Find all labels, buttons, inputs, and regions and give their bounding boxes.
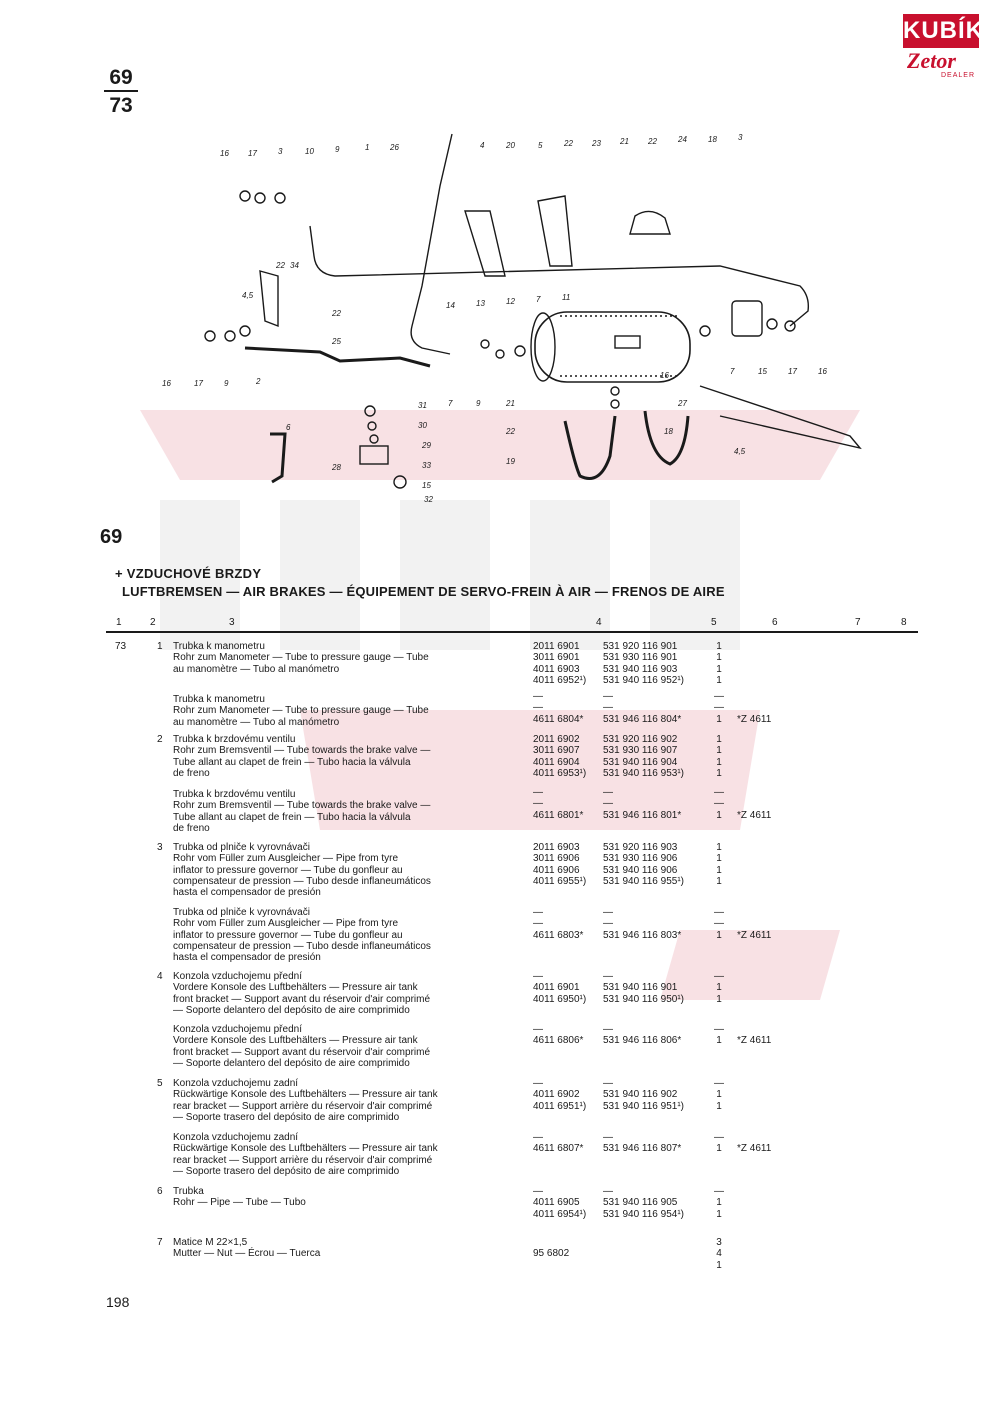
svg-text:31: 31 [418,401,427,410]
part-code-b-line: 531 946 116 803* [603,929,682,941]
part-code-a-line: 3011 6907 [533,745,580,757]
svg-text:33: 33 [422,461,431,470]
part-code-b-line: 531 930 116 906 [603,853,678,865]
part-code-a [533,971,593,1005]
part-code-a-line: 4011 6954¹) [533,1208,587,1220]
part-code-b-line: 531 946 116 801* [603,809,682,821]
part-code-b-line: 531 946 116 806* [603,1035,682,1047]
svg-text:9: 9 [476,399,481,408]
part-code-a-line: 2011 6903 [533,842,580,853]
part-code-b [603,971,703,1005]
part-quantity-line: — [714,798,724,810]
part-quantity [712,1024,726,1047]
svg-text:6: 6 [286,423,291,432]
part-description [173,842,523,898]
part-quantity-line: 1 [716,853,722,865]
header-rule [106,631,918,633]
part-description-line: Tube allant au clapet de frein — Tubo hacia la válvula [173,811,411,823]
svg-text:3: 3 [278,147,283,156]
svg-text:16: 16 [660,371,669,380]
part-quantity-line: — [714,1078,724,1089]
part-description-line: Rückwärtige Konsole des Luftbehälters — Pressure air tank [173,1089,438,1101]
svg-text:2: 2 [256,377,261,386]
svg-text:22: 22 [332,309,341,318]
part-code-b-line: 531 940 116 954¹) [603,1208,684,1220]
svg-text:22: 22 [506,427,515,436]
part-description [173,1024,523,1069]
part-quantity-line: 1 [716,734,722,745]
part-code-a [533,1024,593,1047]
part-code-a-line: 3011 6901 [533,652,580,664]
svg-text:22: 22 [564,139,573,148]
part-code-a-line: 4611 6804* [533,713,584,725]
svg-text:20: 20 [506,141,515,150]
part-code-b-line: — [603,918,613,930]
svg-text:23: 23 [592,139,601,148]
part-quantity [712,1237,726,1271]
part-code-b [603,787,703,821]
part-code-a [533,1237,593,1260]
svg-text:9: 9 [335,145,340,154]
part-code-b-line: — [603,1024,613,1035]
part-quantity-line: 1 [716,1208,722,1220]
part-quantity-line: 1 [716,982,722,994]
svg-text:12: 12 [506,297,515,306]
col-header-4: 4 [596,617,602,628]
part-code-b-line: 531 940 116 951¹) [603,1100,684,1112]
part-description-line: Konzola vzduchojemu zadní [173,1078,299,1089]
part-quantity-line: 1 [716,1197,722,1209]
part-number: 6 [157,1186,163,1197]
part-code-b [603,1186,703,1220]
svg-text:9: 9 [224,379,229,388]
svg-text:34: 34 [290,261,299,270]
part-code-b-line: 531 930 116 901 [603,652,678,664]
part-code-a [533,641,593,686]
part-description-line: compensateur de pression — Tubo desde inflaneumáticos [173,875,431,887]
logo-zetor-text: Zetor [907,48,956,73]
part-code-b-line: 531 940 116 906 [603,864,678,876]
part-quantity [712,787,726,821]
part-quantity-line: — [714,918,724,930]
svg-text:15: 15 [758,367,767,376]
part-code-a [533,734,593,779]
part-code-b-line: — [603,798,613,810]
part-description-line: — Soporte trasero del depósito de aire comprimido [173,1165,400,1177]
part-code-a-line: — [533,1024,543,1035]
part-description-line: front bracket — Support avant du réservoir d'air comprimé [173,1046,431,1058]
part-code-a-line: 3011 6906 [533,853,580,865]
part-description-line: Rohr vom Füller zum Ausgleicher — Pipe from tyre [173,853,399,865]
part-code-b-line: — [603,702,613,714]
part-quantity [712,691,726,725]
part-number: 7 [157,1237,163,1248]
svg-text:22: 22 [276,261,285,270]
part-code-b-line: — [603,1078,613,1089]
svg-text:14: 14 [446,301,455,310]
part-quantity-line: — [714,787,724,798]
part-code-a [533,691,593,725]
svg-text:15: 15 [422,481,431,490]
svg-text:7: 7 [536,295,541,304]
part-description-line: Trubka k manometru [173,641,265,652]
part-code-b [603,842,703,887]
part-quantity-line: 3 [716,1237,722,1248]
part-description-line: Vordere Konsole des Luftbehälters — Pressure air tank [173,982,418,994]
part-description-line: Trubka k manometru [173,694,265,705]
part-description-line: Rohr zum Bremsventil — Tube towards the brake valve — [173,800,431,812]
part-number: 4 [157,971,163,982]
svg-text:16: 16 [818,367,827,376]
part-code-a-line: — [533,691,543,702]
col-header-6: 6 [772,617,778,628]
part-code-b-line [603,1237,703,1248]
part-code-b-line: — [603,787,613,798]
part-description-line: Rohr vom Füller zum Ausgleicher — Pipe from tyre [173,918,399,930]
part-code-a [533,1186,593,1220]
part-quantity-line: 1 [716,713,722,725]
svg-text:4,5: 4,5 [242,291,254,300]
part-description-line: Trubka od plniče k vyrovnávači [173,907,310,918]
part-code-b-line: — [603,907,613,918]
part-quantity-line: 1 [716,1100,722,1112]
part-description-line: Rohr zum Manometer — Tube to pressure gauge — Tube [173,705,429,717]
part-note: *Z 4611 [737,713,772,725]
part-quantity [712,907,726,941]
section-title-czech: + VZDUCHOVÉ BRZDY [115,566,262,581]
part-code-b-line: 531 940 116 950¹) [603,993,684,1005]
part-number: 1 [157,641,163,652]
part-note: *Z 4611 [737,1035,772,1047]
part-description-line: — Soporte delantero del depósito de aire comprimido [173,1004,410,1016]
svg-text:17: 17 [788,367,797,376]
part-description-line: Rohr — Pipe — Tube — Tubo [173,1197,306,1209]
figure-number: 69 [100,526,123,548]
part-code-a-line: — [533,1186,543,1197]
part-code-a-line: 4011 6950¹) [533,993,587,1005]
part-description-line: de freno [173,822,210,834]
part-number: 2 [157,734,163,745]
col-header-8: 8 [901,617,907,628]
part-description-line: Rückwärtige Konsole des Luftbehälters — Pressure air tank [173,1143,438,1155]
svg-text:21: 21 [506,399,515,408]
part-quantity-line: 1 [716,1035,722,1047]
part-description-line: front bracket — Support avant du réservoir d'air comprimé [173,993,431,1005]
svg-text:7: 7 [448,399,453,408]
part-quantity [712,1132,726,1155]
part-number: 3 [157,842,163,853]
part-quantity-line: — [714,1132,724,1143]
part-code-a-line: — [533,1132,543,1143]
part-code-a-line: — [533,907,543,918]
part-quantity-line: 1 [716,767,722,779]
part-description-line: Trubka [173,1186,204,1197]
svg-text:22: 22 [648,137,657,146]
part-code-b-line: — [603,971,613,982]
part-description-line: compensateur de pression — Tubo desde inflaneumáticos [173,940,431,952]
part-description-line: — Soporte trasero del depósito de aire comprimido [173,1111,400,1123]
logo-dealer-text: DEALER [941,72,976,79]
part-code-a-line: 4011 6902 [533,1089,580,1101]
part-description [173,734,523,779]
part-code-b-line: 531 940 116 902 [603,1089,678,1101]
part-code-b [603,1078,703,1112]
part-code-b [603,1024,703,1047]
part-code-b-line: — [603,691,613,702]
part-code-a-line: 4011 6905 [533,1197,580,1209]
part-description [173,789,523,834]
part-quantity-line: 1 [716,993,722,1005]
part-description-line: Matice M 22×1,5 [173,1237,248,1248]
part-code-b-line: 531 940 116 904 [603,756,678,768]
part-description-line: au manomètre — Tubo al manómetro [173,663,340,675]
part-code-a-line: 95 6802 [533,1248,570,1260]
part-code-a [533,1078,593,1112]
part-code-a-line: 4611 6803* [533,929,584,941]
part-quantity-line: 1 [716,1143,722,1155]
svg-text:32: 32 [424,495,433,504]
svg-text:11: 11 [562,293,571,302]
part-quantity-line: — [714,1024,724,1035]
svg-text:10: 10 [305,147,314,156]
part-description-line: rear bracket — Support arrière du réservoir d'air comprimé [173,1154,433,1166]
part-quantity-line: 1 [716,875,722,887]
part-code-a-line: 4011 6901 [533,982,580,994]
part-quantity-line: 1 [716,756,722,768]
part-quantity-line: 1 [716,663,722,675]
part-description-line: Trubka od plniče k vyrovnávači [173,842,310,853]
svg-text:7: 7 [730,367,735,376]
part-code-a-line: 4611 6806* [533,1035,584,1047]
logo-kubik-text: KUBÍK [903,17,984,44]
svg-text:18: 18 [664,427,673,436]
svg-text:4,5: 4,5 [734,447,746,456]
part-code-a-line [533,1237,593,1248]
part-code-b [603,691,703,725]
part-description [173,641,523,675]
svg-text:24: 24 [678,135,687,144]
svg-text:17: 17 [194,379,203,388]
part-quantity-line: — [714,1186,724,1197]
part-description-line: Konzola vzduchojemu přední [173,971,302,982]
section-title-multilang: LUFTBREMSEN — AIR BRAKES — ÉQUIPEMENT DE SERVO-FREIN À AIR — FRENOS DE AIRE [122,584,725,599]
part-code-a-line: 4011 6906 [533,864,580,876]
part-description-line: inflator to pressure governor — Tube du gonfleur au [173,929,403,941]
part-number: 5 [157,1078,163,1089]
svg-text:19: 19 [506,457,515,466]
part-quantity-line: 1 [716,929,722,941]
part-code-a-line: — [533,1078,543,1089]
svg-text:30: 30 [418,421,427,430]
kubik-zetor-logo [903,14,984,80]
part-description-line: inflator to pressure governor — Tube du gonfleur au [173,864,403,876]
page-ref-top: 69 [109,66,133,89]
svg-text:16: 16 [220,149,229,158]
part-quantity-line: 4 [716,1248,722,1260]
part-code-a-line: 4011 6904 [533,756,580,768]
part-code-b-line: 531 940 116 955¹) [603,875,684,887]
part-description-line: Mutter — Nut — Écrou — Tuerca [173,1248,321,1260]
part-code-b [603,1237,703,1260]
part-code-a-line: — [533,787,543,798]
part-description-line: — Soporte delantero del depósito de aire comprimido [173,1057,410,1069]
part-code-b-line: 531 946 116 807* [603,1143,682,1155]
part-code-a-line: 2011 6901 [533,641,580,652]
part-quantity-line: 1 [716,1089,722,1101]
part-code-b-line: 531 940 116 903 [603,663,678,675]
part-quantity-line: — [714,691,724,702]
part-quantity-line: 1 [716,745,722,757]
page-ref-divider [104,90,138,92]
part-description [173,1078,523,1123]
part-description-line: au manomètre — Tubo al manómetro [173,716,340,728]
part-code-b [603,734,703,779]
part-quantity-line: 1 [716,641,722,652]
part-code-b-line: 531 920 116 901 [603,641,678,652]
svg-text:17: 17 [248,149,257,158]
svg-text:26: 26 [390,143,399,152]
part-code-a [533,1132,593,1155]
part-code-a-line: — [533,702,543,714]
part-code-a-line: 4611 6801* [533,809,584,821]
page-ref-bottom: 73 [109,94,133,117]
part-note: *Z 4611 [737,1143,772,1155]
part-description-line: Konzola vzduchojemu přední [173,1024,302,1035]
part-code-b-line: 531 940 116 905 [603,1197,678,1209]
col-header-2: 2 [150,617,156,628]
part-code-b-line: — [603,1132,613,1143]
part-quantity-line: 1 [716,652,722,664]
part-description [173,971,523,1016]
part-code-a-line: — [533,971,543,982]
part-description-line: Rohr zum Manometer — Tube to pressure gauge — Tube [173,652,429,664]
svg-text:3: 3 [738,133,743,142]
part-code-a-line: 4611 6807* [533,1143,584,1155]
svg-text:4: 4 [480,141,485,150]
part-description [173,1186,523,1209]
part-quantity [712,971,726,1005]
part-description-line: Rohr zum Bremsventil — Tube towards the brake valve — [173,745,431,757]
page-number: 198 [106,1294,130,1310]
col-header-3: 3 [229,617,235,628]
part-note: *Z 4611 [737,929,772,941]
part-description [173,907,523,963]
svg-text:13: 13 [476,299,485,308]
part-description-line: Vordere Konsole des Luftbehälters — Pressure air tank [173,1035,418,1047]
svg-text:29: 29 [422,441,431,450]
part-quantity [712,641,726,686]
part-quantity-line: — [714,907,724,918]
part-quantity [712,1078,726,1112]
part-code-a [533,787,593,821]
part-code-a-line: 4011 6953¹) [533,767,587,779]
part-code-b-line: 531 930 116 907 [603,745,678,757]
part-code-b-line: 531 920 116 902 [603,734,678,745]
svg-text:18: 18 [708,135,717,144]
svg-text:21: 21 [620,137,629,146]
part-code-b [603,907,703,941]
part-code-a-line: 4011 6952¹) [533,674,587,686]
part-code-a [533,842,593,887]
air-brake-exploded-diagram [160,126,870,516]
part-code-a [533,907,593,941]
part-description-line: de freno [173,767,210,779]
part-code-b-line: 531 940 116 953¹) [603,767,684,779]
part-quantity-line: 1 [716,1259,722,1271]
svg-text:16: 16 [162,379,171,388]
svg-text:25: 25 [332,337,341,346]
part-quantity-line: — [714,971,724,982]
col-header-5: 5 [711,617,717,628]
svg-text:28: 28 [332,463,341,472]
svg-text:1: 1 [365,143,370,152]
col-header-1: 1 [116,617,122,628]
part-code-b-line [603,1248,703,1259]
part-code-a-line: — [533,798,543,810]
model-code: 73 [115,641,127,652]
part-code-a-line: 4011 6903 [533,663,580,675]
part-quantity [712,1186,726,1220]
part-description [173,1132,523,1177]
part-code-b-line: 531 946 116 804* [603,713,682,725]
part-description [173,694,523,728]
part-note: *Z 4611 [737,809,772,821]
part-description-line: Konzola vzduchojemu zadní [173,1132,299,1143]
part-description-line: hasta el compensador de presión [173,952,321,964]
part-quantity-line: — [714,702,724,714]
part-quantity [712,842,726,887]
part-code-b-line: 531 920 116 903 [603,842,678,853]
part-code-b [603,641,703,686]
part-code-b-line: 531 940 116 901 [603,982,678,994]
part-code-a-line: 2011 6902 [533,734,580,745]
svg-text:27: 27 [678,399,687,408]
col-header-7: 7 [855,617,861,628]
part-description-line: rear bracket — Support arrière du réservoir d'air comprimé [173,1100,433,1112]
part-quantity-line: 1 [716,674,722,686]
part-code-b [603,1132,703,1155]
part-quantity-line: 1 [716,864,722,876]
part-quantity [712,734,726,779]
part-description-line: Trubka k brzdovému ventilu [173,789,296,800]
part-code-b-line: 531 940 116 952¹) [603,674,684,686]
part-code-a-line: 4011 6955¹) [533,875,587,887]
part-description [173,1237,523,1260]
svg-text:5: 5 [538,141,543,150]
part-description-line: hasta el compensador de presión [173,887,321,899]
part-code-a-line: 4011 6951¹) [533,1100,587,1112]
part-code-a-line: — [533,918,543,930]
part-description-line: Trubka k brzdovému ventilu [173,734,296,745]
part-quantity-line: 1 [716,809,722,821]
part-quantity-line: 1 [716,842,722,853]
part-description-line: Tube allant au clapet de frein — Tubo hacia la válvula [173,756,411,768]
part-code-b-line: — [603,1186,613,1197]
